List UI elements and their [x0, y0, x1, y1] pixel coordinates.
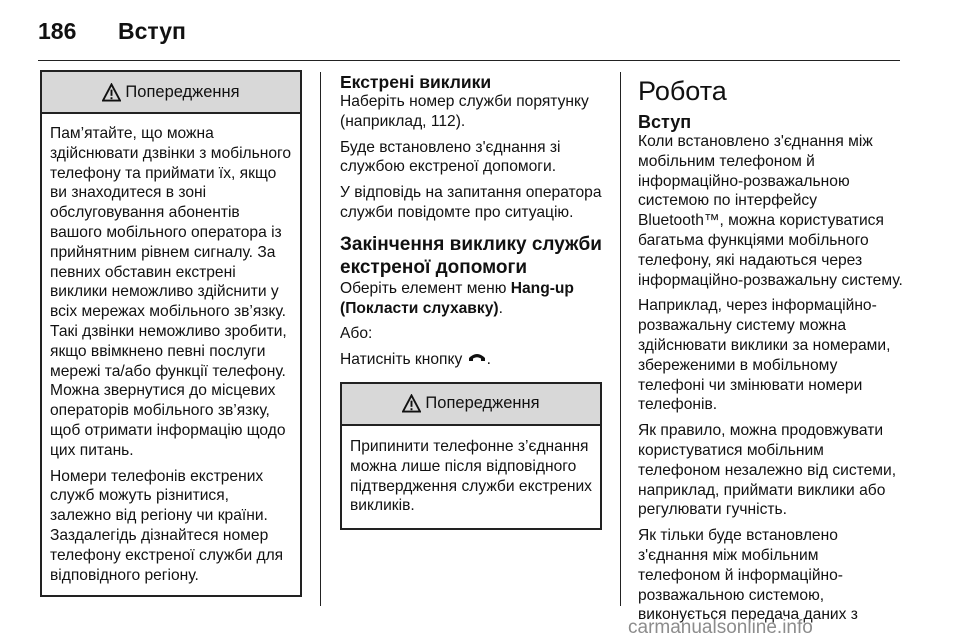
warning-header: [342, 384, 600, 426]
emergency-calls-heading: Екстрені виклики: [340, 72, 492, 92]
intro-heading: Вступ: [638, 112, 692, 132]
operator-paragraph: У відповідь на запитання оператора служби повідомте про ситуацію.: [340, 184, 602, 221]
warning-header: [42, 72, 300, 114]
header-rule: [38, 60, 900, 61]
press-suffix: .: [486, 351, 491, 369]
warning-paragraph: Припинити телефонне з’єднання можна лише після відповідного підтвердження служби екстрених викликів.: [350, 437, 592, 515]
connection-paragraph: Буде встановлено з'єднання зі службою екстреної допомоги.: [340, 138, 561, 176]
warning-paragraph: Номери телефонів екстрених служб можуть різнитися, залежно від регіону чи країни. Заздалегідь дізнайтеся номер телефону екстреної служби для відповідного регіону.: [50, 467, 284, 584]
body-paragraph: Як правило, можна продовжувати користуватися мобільним телефоном незалежно від системи, наприклад, приймати виклики або регулювати гучність.: [638, 422, 897, 519]
column-right: [638, 76, 903, 631]
warning-box: [40, 70, 302, 597]
select-menu-paragraph: [340, 279, 602, 319]
warning-title: Попередження: [425, 394, 540, 413]
chapter-title: Робота: [638, 76, 727, 106]
or-label: Або:: [340, 325, 373, 343]
dial-paragraph: Наберіть номер служби порятунку (наприклад, 112).: [340, 93, 589, 130]
phone-end-icon: [467, 351, 487, 365]
warning-triangle-icon: [402, 394, 421, 413]
column-left: [40, 70, 302, 597]
watermark: carmanualsonline.info: [628, 617, 813, 638]
warning-paragraph: Пам’ятайте, що можна здійснювати дзвінки з мобільного телефону та приймати їх, якщо ви знаходитеся в зоні обслуговування абонентів вашого мобільного оператора із прийнятним рівнем сигналу. За певних обставин екстрені виклики неможливо здійснити у всіх мережах мобільного зв’язку. Такі дзвінки неможливо зробити, якщо ввімкнено певні послуги мережі та/або функції телефону. Можна звернутися до місцевих операторів мобільного зв’язку, щоб отримати інформацію щодо цих питань.: [50, 125, 292, 459]
body-paragraph: Наприклад, через інформаційно-розважальну систему можна здійснювати виклики за номерами, збереженими в мобільному телефоні чи змінювати номери телефонів.: [638, 297, 891, 414]
end-call-heading: Закінчення виклику служби екстреної допомоги: [340, 233, 602, 278]
warning-body: [42, 114, 300, 595]
warning-box-end-call: [340, 382, 602, 530]
press-button-paragraph: [340, 350, 602, 370]
press-prefix: Натисніть кнопку: [340, 351, 463, 369]
body-paragraph: Як тільки буде встановлено з'єднання між мобільним телефоном й інформаційно-розважальною системою, виконується передача даних з: [638, 527, 858, 624]
column-middle: [340, 72, 602, 530]
warning-body: [342, 426, 600, 528]
select-prefix: Оберіть елемент меню: [340, 279, 511, 297]
column-divider: [320, 72, 321, 606]
body-paragraph: Коли встановлено з'єднання між мобільним телефоном й інформаційно-розважальною системою по інтерфейсу Bluetooth™, можна користуватися багатьма функціями мобільного телефону, які надаються через інформаційно-розважальну систему.: [638, 133, 903, 289]
page-number: 186: [38, 18, 77, 44]
select-suffix: .: [498, 299, 503, 317]
section-title: Вступ: [118, 18, 186, 44]
column-divider: [620, 72, 621, 606]
menu-item-hangup: Hang-up (Покласти слухавку): [340, 279, 574, 317]
warning-title: Попередження: [125, 82, 240, 101]
warning-triangle-icon: [102, 83, 121, 102]
